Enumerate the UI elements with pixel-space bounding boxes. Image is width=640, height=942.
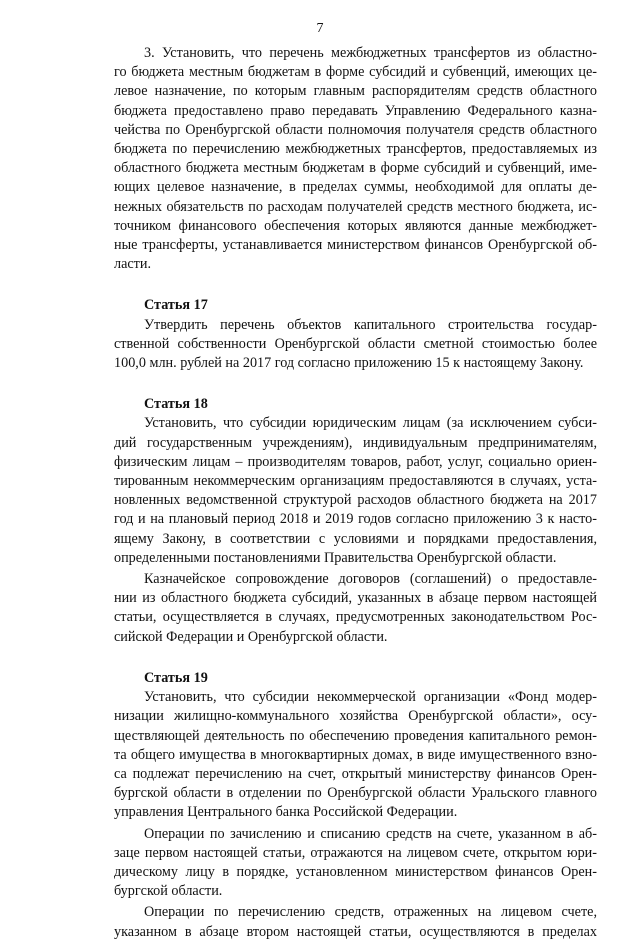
document-body bbox=[114, 44, 597, 942]
article-18-paragraph-1 bbox=[114, 414, 597, 568]
text-line: левое назначение, по которым главным распорядителям средств областного bbox=[114, 83, 597, 100]
text-line: указанном в абзаце втором настоящей статьи, осуществляются в пределах bbox=[114, 923, 597, 940]
text-line: Установить, что субсидии некоммерческой организации «Фонд модер- bbox=[144, 689, 597, 706]
text-line: 100,0 млн. рублей на 2017 год согласно приложению 15 к настоящему Закону. bbox=[114, 355, 584, 372]
text-line: физическим лицам – производителям товаров, работ, услуг, социально ориен- bbox=[114, 453, 597, 470]
text-line: Казначейское сопровождение договоров (соглашений) о предоставле- bbox=[144, 571, 597, 588]
paragraph-item-3 bbox=[114, 44, 597, 274]
article-18-heading: Статья 18 bbox=[144, 396, 208, 413]
text-line: дическому лицу в порядке, установленном министерством финансов Орен- bbox=[114, 863, 597, 880]
text-line: 3. Установить, что перечень межбюджетных трансфертов из областно- bbox=[144, 45, 597, 61]
text-line: бюджета по перечислению межбюджетных трансфертов, предоставляемых из bbox=[114, 141, 597, 158]
text-line: областного бюджета местным бюджетам в форме субсидий и субвенций, име- bbox=[114, 160, 597, 177]
text-line: ющих целевое назначение, в пределах суммы, необходимой для оплаты де- bbox=[114, 179, 597, 196]
text-line: Утвердить перечень объектов капитального строительства государ- bbox=[144, 316, 597, 333]
text-line: бургской области в отделении по Оренбургской области Уральского главного bbox=[114, 785, 597, 802]
text-line: ласти. bbox=[114, 256, 152, 273]
text-line: бюджета предоставлено право передавать Управлению Федерального казна- bbox=[114, 102, 597, 119]
article-17-paragraph bbox=[114, 316, 597, 374]
text-line: ственной собственности Оренбургской области сметной стоимостью более bbox=[114, 335, 597, 352]
text-line: управления Центрального банка Российской Федерации. bbox=[114, 804, 458, 821]
text-line: Установить, что субсидии юридическим лицам (за исключением субси- bbox=[144, 415, 597, 432]
text-line: год и на плановый период 2018 и 2019 годов согласно приложению 3 к насто- bbox=[114, 511, 597, 528]
text-line: ные трансферты, устанавливается министерством финансов Оренбургской об- bbox=[114, 237, 597, 254]
page-number: 7 bbox=[316, 21, 324, 36]
text-line: ящему Закону, в соответствии с условиями и порядками предоставления, bbox=[114, 530, 597, 547]
text-line: Операции по перечислению средств, отраженных на лицевом счете, bbox=[144, 904, 597, 921]
text-line: та общего имущества в многоквартирных домах, в виде имущественного взно- bbox=[114, 746, 597, 763]
text-line: определенными постановлениями Правительства Оренбургской области. bbox=[114, 549, 557, 566]
article-19-paragraph-3 bbox=[114, 903, 597, 941]
text-line: бургской области. bbox=[114, 883, 223, 900]
text-line: го бюджета местным бюджетам в форме субсидий и субвенций, имеющих це- bbox=[114, 64, 597, 81]
text-line: ществляющей деятельность по обеспечению проведения капитального ремон- bbox=[114, 727, 597, 744]
text-line: заце первом настоящей статьи, отражаются на лицевом счете, открытом юри- bbox=[114, 844, 597, 861]
text-line: низации жилищно-коммунального хозяйства Оренбургской области», осу- bbox=[114, 708, 597, 725]
article-17-heading: Статья 17 bbox=[144, 297, 208, 314]
text-line: Операции по зачислению и списанию средств на счете, указанном в аб- bbox=[144, 825, 597, 842]
text-line: точником финансового обеспечения которых являются данные межбюджет- bbox=[114, 217, 597, 234]
text-line: новленных ведомственной структурой расходов областного бюджета на 2017 bbox=[114, 492, 597, 509]
text-line: дий государственным учреждениям), индивидуальным предпринимателям, bbox=[114, 434, 597, 451]
text-line: статьи, осуществляется в случаях, предусмотренных законодательством Рос- bbox=[114, 609, 597, 626]
text-line: нежных обязательств по расходам получателей средств местного бюджета, ис- bbox=[114, 198, 597, 215]
article-19-heading: Статья 19 bbox=[144, 669, 208, 686]
text-line: тированным некоммерческим организациям предоставляются в случаях, уста- bbox=[114, 473, 597, 490]
text-line: сийской Федерации и Оренбургской области. bbox=[114, 628, 388, 645]
text-line: са подлежат перечислению на счет, открытый министерству финансов Орен- bbox=[114, 765, 597, 782]
article-19-paragraph-1 bbox=[114, 688, 597, 822]
article-18-paragraph-2 bbox=[114, 570, 597, 647]
article-19-paragraph-2 bbox=[114, 825, 597, 902]
text-line: нии из областного бюджета субсидий, указанных в абзаце первом настоящей bbox=[114, 590, 597, 607]
text-line: чейства по Оренбургской области полномочия получателя средств областного bbox=[114, 121, 597, 138]
